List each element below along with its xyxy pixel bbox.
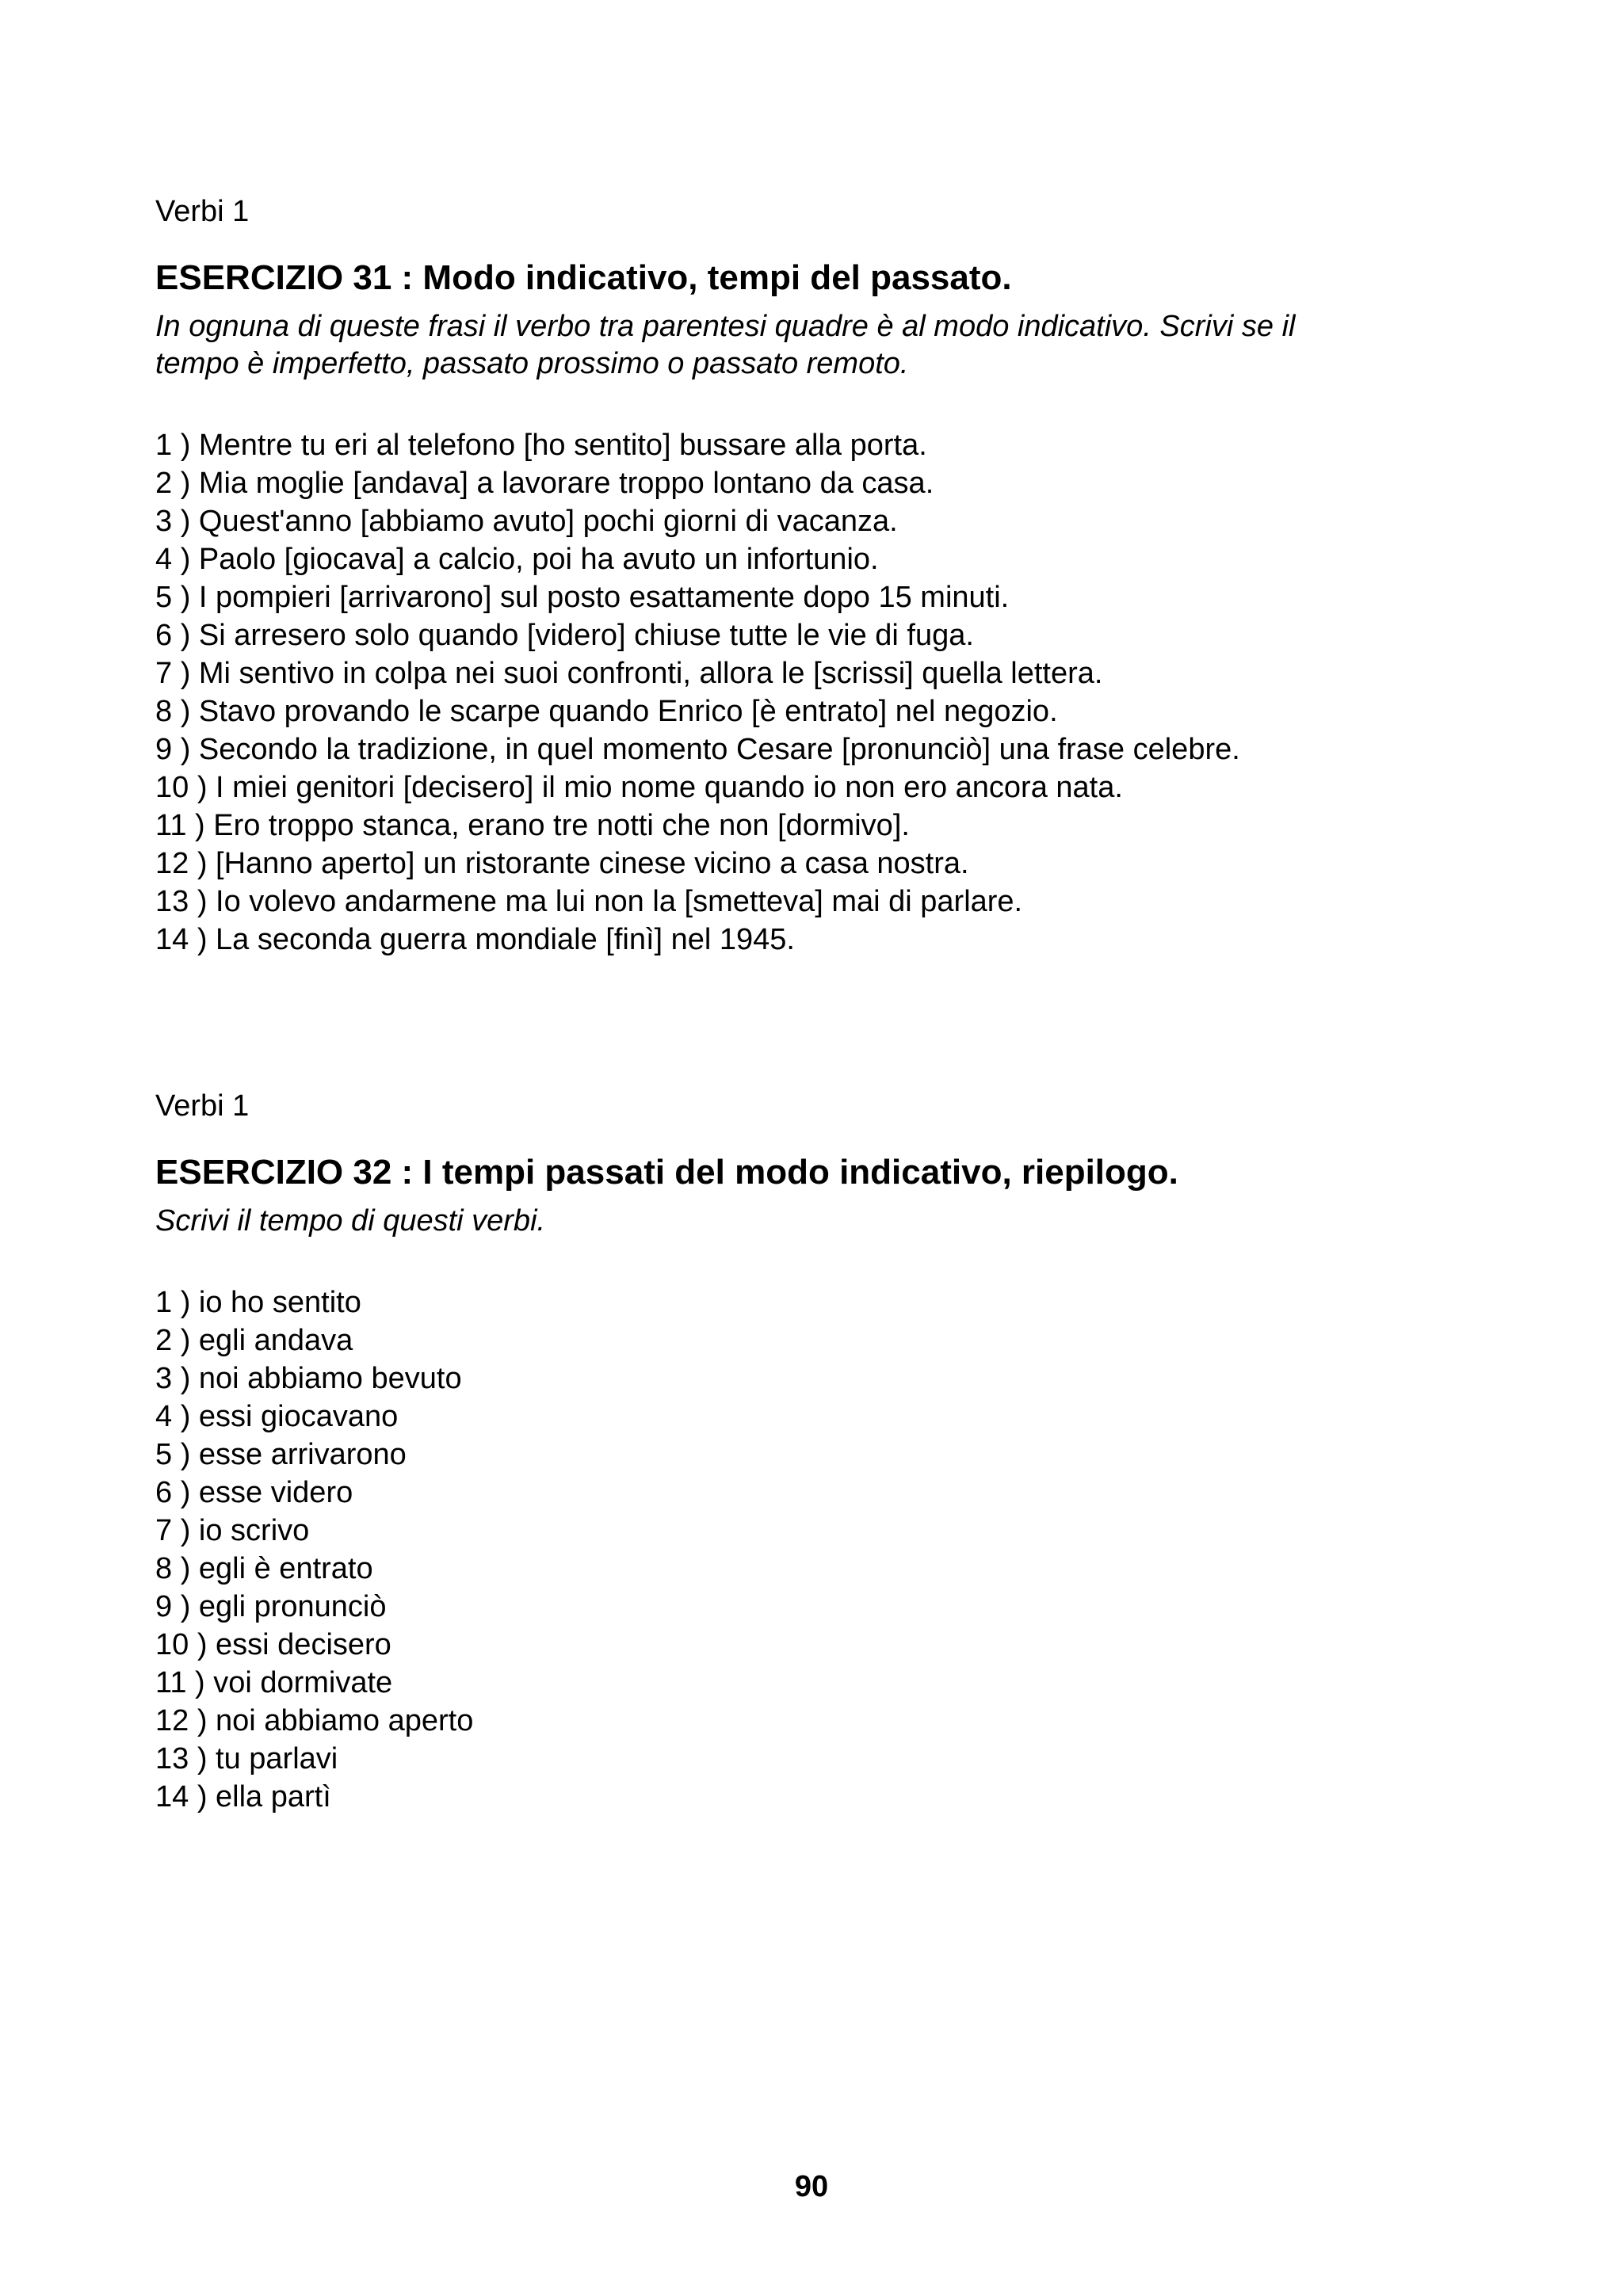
- list-item: 6 ) Si arresero solo quando [videro] chiuse tutte le vie di fuga.: [155, 619, 974, 652]
- list-item: 10 ) I miei genitori [decisero] il mio nome quando io non ero ancora nata.: [155, 771, 1123, 804]
- list-item: 12 ) noi abbiamo aperto: [155, 1704, 474, 1737]
- list-item: 8 ) Stavo provando le scarpe quando Enrico [è entrato] nel negozio.: [155, 695, 1058, 728]
- list-item: 13 ) tu parlavi: [155, 1742, 338, 1775]
- exercise-32-section: [155, 1087, 1503, 1816]
- list-item: 9 ) Secondo la tradizione, in quel momento Cesare [pronunciò] una frase celebre.: [155, 733, 1240, 766]
- list-item: 14 ) ella partì: [155, 1780, 331, 1814]
- list-item: 10 ) essi decisero: [155, 1628, 391, 1661]
- list-item: 11 ) Ero troppo stanca, erano tre notti che non [dormivo].: [155, 809, 910, 842]
- exercise-item-list: [155, 426, 1503, 959]
- list-item: 12 ) [Hanno aperto] un ristorante cinese vicino a casa nostra.: [155, 847, 969, 880]
- list-item: 13 ) Io volevo andarmene ma lui non la [smetteva] mai di parlare.: [155, 885, 1023, 918]
- exercise-title: ESERCIZIO 31 : Modo indicativo, tempi del passato.: [155, 258, 1012, 297]
- list-item: 7 ) io scrivo: [155, 1514, 310, 1547]
- list-item: 7 ) Mi sentivo in colpa nei suoi confronti, allora le [scrissi] quella lettera.: [155, 657, 1103, 690]
- page-number: 90: [794, 2170, 829, 2203]
- list-item: 1 ) io ho sentito: [155, 1286, 361, 1319]
- exercise-item-list: [155, 1283, 1503, 1816]
- exercise-31-section: [155, 193, 1503, 959]
- exercise-title: ESERCIZIO 32 : I tempi passati del modo indicativo, riepilogo.: [155, 1153, 1178, 1192]
- instructions-line: tempo è imperfetto, passato prossimo o passato remoto.: [155, 347, 909, 380]
- instructions-line: In ognuna di queste frasi il verbo tra parentesi quadre è al modo indicativo. Scrivi se il: [155, 310, 1296, 343]
- topic-label: Verbi 1: [155, 195, 250, 228]
- list-item: 2 ) egli andava: [155, 1324, 353, 1357]
- exercise-instructions: Scrivi il tempo di questi verbi.: [155, 1204, 546, 1238]
- list-item: 9 ) egli pronunciò: [155, 1590, 387, 1623]
- list-item: 1 ) Mentre tu eri al telefono [ho sentito] bussare alla porta.: [155, 429, 927, 462]
- list-item: 4 ) essi giocavano: [155, 1400, 399, 1433]
- exercise-instructions: [155, 308, 1503, 383]
- list-item: 5 ) I pompieri [arrivarono] sul posto esattamente dopo 15 minuti.: [155, 581, 1010, 614]
- list-item: 5 ) esse arrivarono: [155, 1438, 407, 1471]
- list-item: 3 ) Quest'anno [abbiamo avuto] pochi giorni di vacanza.: [155, 505, 898, 538]
- list-item: 6 ) esse videro: [155, 1476, 353, 1509]
- topic-label: Verbi 1: [155, 1089, 250, 1123]
- list-item: 4 ) Paolo [giocava] a calcio, poi ha avuto un infortunio.: [155, 543, 879, 576]
- list-item: 8 ) egli è entrato: [155, 1552, 373, 1585]
- list-item: 14 ) La seconda guerra mondiale [finì] nel 1945.: [155, 923, 795, 956]
- list-item: 2 ) Mia moglie [andava] a lavorare troppo lontano da casa.: [155, 467, 934, 500]
- list-item: 3 ) noi abbiamo bevuto: [155, 1362, 462, 1395]
- list-item: 11 ) voi dormivate: [155, 1666, 393, 1699]
